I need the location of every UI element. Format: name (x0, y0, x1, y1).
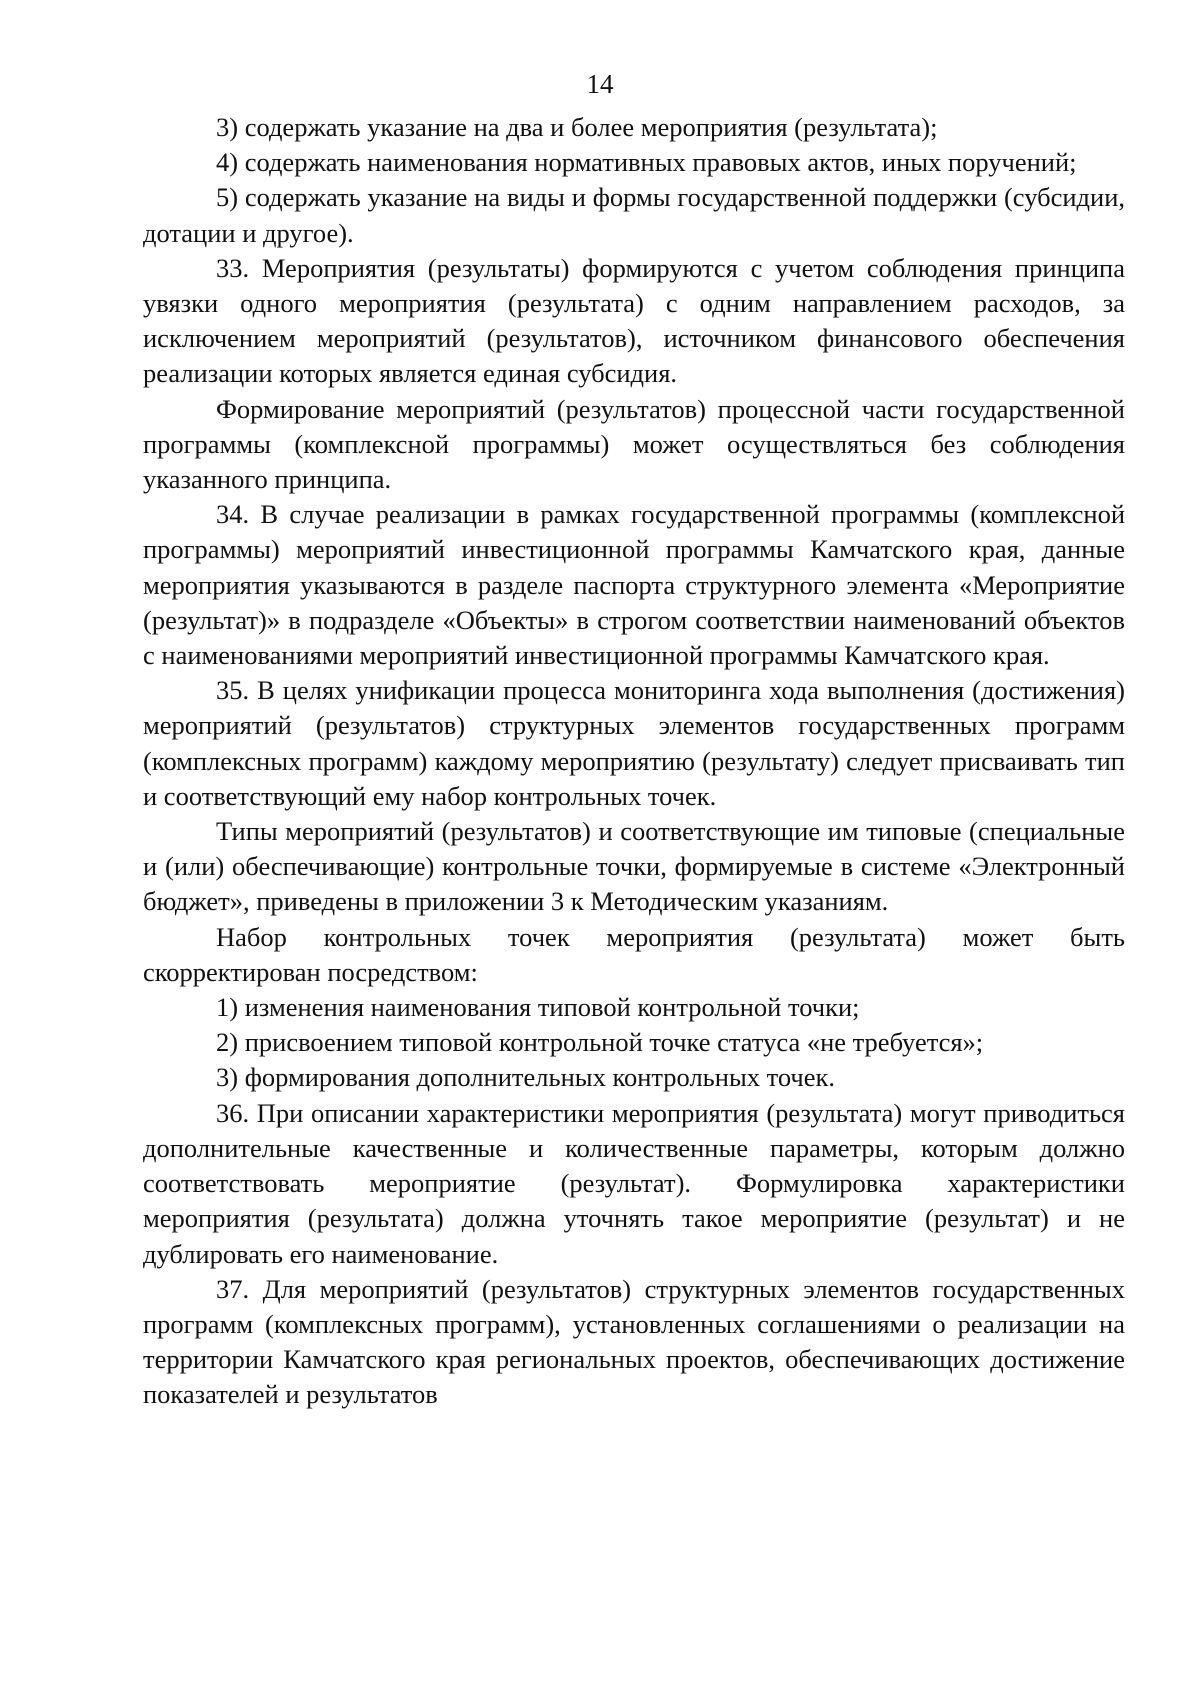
document-body (143, 110, 1125, 1413)
paragraph: 3) формирования дополнительных контрольных точек. (216, 1062, 836, 1093)
page-number: 14 (586, 69, 614, 99)
paragraph: 35. В целях унификации процесса мониторинга хода выполнения (достижения) мероприятий (результатов) структурных элементов государственных программ (комплексных программ) каждому мероприятию (результату) следует присваивать тип и соответствующий ему набор контрольных точек. (143, 675, 1125, 811)
paragraph: Типы мероприятий (результатов) и соответствующие им типовые (специальные и (или) обеспечивающие) контрольные точки, формируемые в системе «Электронный бюджет», приведены в приложении 3 к Методическим указаниям. (143, 816, 1125, 917)
paragraph: 2) присвоением типовой контрольной точке статуса «не требуется»; (216, 1027, 984, 1058)
paragraph: Формирование мероприятий (результатов) процессной части государственной программы (комплексной программы) может осуществляться без соблюдения указанного принципа. (143, 393, 1125, 495)
paragraph: 5) содержать указание на виды и формы государственной поддержки (субсидии, дотации и другое). (143, 182, 1125, 248)
paragraph: 1) изменения наименования типовой контрольной точки; (216, 992, 860, 1023)
paragraph: 36. При описании характеристики мероприятия (результата) могут приводиться дополнительные качественные и количественные параметры, которым должно соответствовать мероприятие (результат). Формулировка характеристики мероприятия (результата) должна уточнять такое мероприятие (результат) и не дублировать его наименование. (143, 1097, 1125, 1269)
paragraph: 3) содержать указание на два и более мероприятия (результата); (216, 112, 938, 142)
paragraph: 33. Мероприятия (результаты) формируются с учетом соблюдения принципа увязки одного мероприятия (результата) с одним направлением расходов, за исключением мероприятий (результатов), источником финансового обеспечения реализации которых является единая субсидия. (143, 252, 1125, 389)
paragraph: 37. Для мероприятий (результатов) структурных элементов государственных программ (комплексных программ), установленных соглашениями о реализации на территории Камчатского края региональных проектов, обеспечивающих достижение показателей и результатов (143, 1273, 1125, 1410)
paragraph: 34. В случае реализации в рамках государственной программы (комплексной программы) мероприятий инвестиционной программы Камчатского края, данные мероприятия указываются в разделе паспорта структурного элемента «Мероприятие (результат)» в подразделе «Объекты» в строгом соответствии наименований объектов с наименованиями мероприятий инвестиционной программы Камчатского края. (143, 499, 1125, 671)
paragraph: Набор контрольных точек мероприятия (результата) может быть скорректирован посредством: (143, 921, 1125, 987)
paragraph: 4) содержать наименования нормативных правовых актов, иных поручений; (216, 147, 1077, 178)
